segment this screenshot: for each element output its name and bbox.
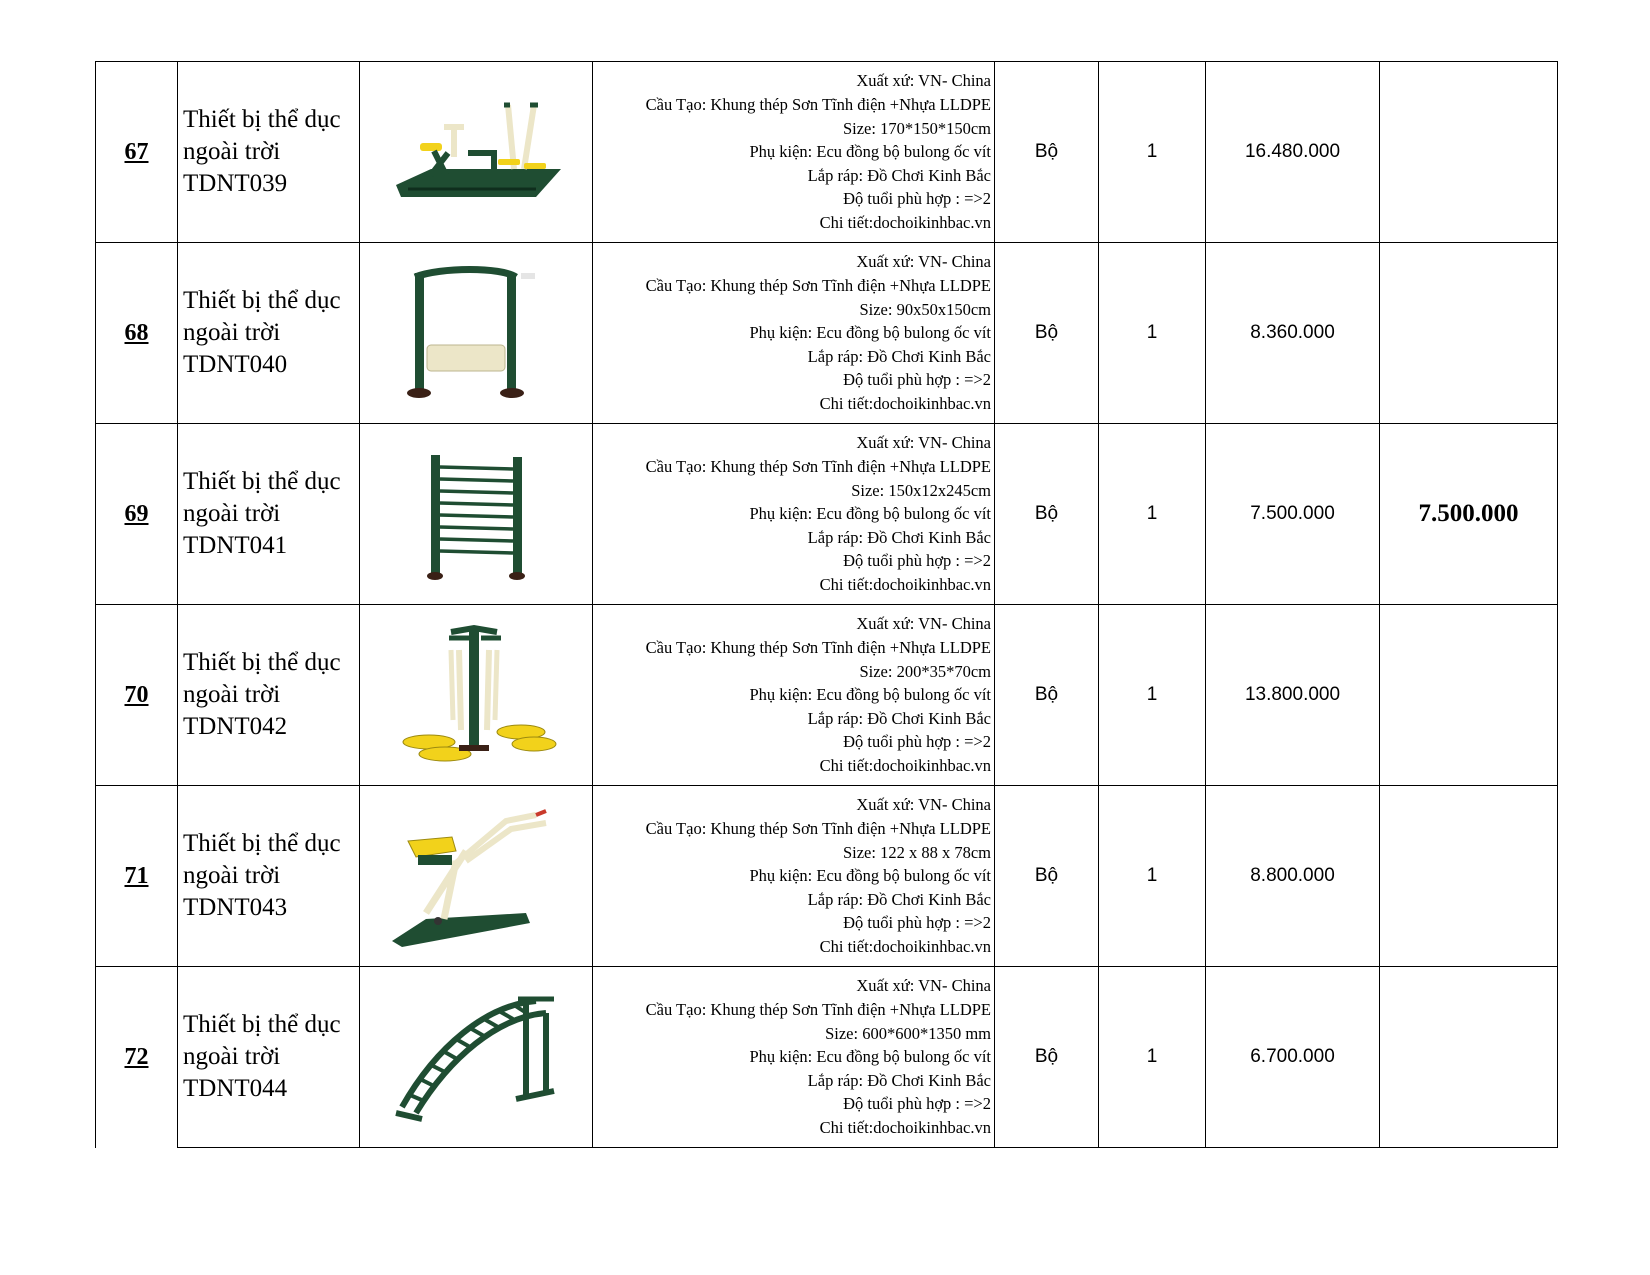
row-number-cell xyxy=(96,62,178,243)
size-text: Size: 170*150*150cm xyxy=(842,118,991,138)
rower-elliptical-combo-equipment-image xyxy=(386,97,566,207)
assembly-text: Lắp ráp: Đồ Chơi Kinh Bắc xyxy=(807,708,991,728)
row-number-cell xyxy=(96,424,178,605)
product-code: TDNT040 xyxy=(183,351,288,378)
details-link-text: Chi tiết:dochoikinhbac.vn xyxy=(819,755,991,775)
origin-text: Xuất xứ: VN- China xyxy=(856,252,991,272)
product-image-cell xyxy=(360,786,593,967)
total-value: 7.500.000 xyxy=(1418,500,1519,527)
quantity-cell xyxy=(1099,424,1206,605)
origin-text: Xuất xứ: VN- China xyxy=(856,614,991,634)
product-description-cell xyxy=(593,424,995,605)
product-image-cell xyxy=(360,243,593,424)
structure-text: Cầu Tạo: Khung thép Sơn Tĩnh điện +Nhựa LLDPE xyxy=(645,276,991,296)
price-value: 7.500.000 xyxy=(1250,503,1335,524)
unit-value: Bộ xyxy=(1034,684,1059,705)
unit-value: Bộ xyxy=(1034,322,1059,343)
details-link-text: Chi tiết:dochoikinhbac.vn xyxy=(819,1117,991,1137)
row-number-cell xyxy=(96,786,178,967)
product-name-line: ngoài trời xyxy=(183,681,281,708)
price-cell xyxy=(1206,967,1380,1148)
size-text: Size: 600*600*1350 mm xyxy=(825,1023,991,1043)
quantity-value: 1 xyxy=(1146,322,1158,343)
back-massage-roller-equipment-image xyxy=(401,263,551,403)
row-number-cell xyxy=(96,605,178,786)
product-description-cell xyxy=(593,243,995,424)
total-cell xyxy=(1380,243,1558,424)
price-cell xyxy=(1206,62,1380,243)
size-text: Size: 122 x 88 x 78cm xyxy=(842,842,991,862)
product-name-line: Thiết bị thể dục xyxy=(183,1011,341,1038)
quantity-cell xyxy=(1099,62,1206,243)
size-text: Size: 200*35*70cm xyxy=(859,661,991,681)
details-link-text: Chi tiết:dochoikinhbac.vn xyxy=(819,393,991,413)
unit-cell xyxy=(995,424,1099,605)
row-number: 71 xyxy=(124,862,149,889)
price-cell xyxy=(1206,424,1380,605)
age-text: Độ tuổi phù hợp : =>2 xyxy=(843,189,991,209)
quantity-value: 1 xyxy=(1146,503,1158,524)
product-name-line: Thiết bị thể dục xyxy=(183,468,341,495)
total-cell xyxy=(1380,967,1558,1148)
quantity-value: 1 xyxy=(1146,141,1158,162)
rowing-machine-equipment-image xyxy=(386,801,566,951)
price-value: 6.700.000 xyxy=(1250,1046,1335,1067)
total-cell xyxy=(1380,605,1558,786)
assembly-text: Lắp ráp: Đồ Chơi Kinh Bắc xyxy=(807,889,991,909)
product-name-line: ngoài trời xyxy=(183,500,281,527)
origin-text: Xuất xứ: VN- China xyxy=(856,433,991,453)
price-value: 16.480.000 xyxy=(1244,141,1341,162)
product-name-line: ngoài trời xyxy=(183,862,281,889)
price-value: 8.800.000 xyxy=(1250,865,1335,886)
product-table xyxy=(95,61,1558,1148)
table-row xyxy=(96,786,1558,967)
row-number: 68 xyxy=(124,319,149,346)
row-number: 72 xyxy=(124,1043,149,1070)
product-name-line: Thiết bị thể dục xyxy=(183,287,341,314)
product-image-cell xyxy=(360,424,593,605)
product-name-line: ngoài trời xyxy=(183,1043,281,1070)
row-number-cell xyxy=(96,243,178,424)
total-cell xyxy=(1380,62,1558,243)
assembly-text: Lắp ráp: Đồ Chơi Kinh Bắc xyxy=(807,165,991,185)
structure-text: Cầu Tạo: Khung thép Sơn Tĩnh điện +Nhựa LLDPE xyxy=(645,457,991,477)
sit-up-bench-equipment-image xyxy=(386,987,566,1127)
assembly-text: Lắp ráp: Đồ Chơi Kinh Bắc xyxy=(807,1070,991,1090)
accessories-text: Phụ kiện: Ecu đồng bộ bulong ốc vít xyxy=(749,323,991,343)
unit-value: Bộ xyxy=(1034,503,1059,524)
total-cell xyxy=(1380,786,1558,967)
product-description-cell xyxy=(593,967,995,1148)
unit-value: Bộ xyxy=(1034,141,1059,162)
structure-text: Cầu Tạo: Khung thép Sơn Tĩnh điện +Nhựa LLDPE xyxy=(645,819,991,839)
quantity-cell xyxy=(1099,786,1206,967)
accessories-text: Phụ kiện: Ecu đồng bộ bulong ốc vít xyxy=(749,504,991,524)
product-description-cell xyxy=(593,62,995,243)
row-number-cell xyxy=(96,967,178,1148)
size-text: Size: 150x12x245cm xyxy=(851,480,991,500)
unit-cell xyxy=(995,967,1099,1148)
unit-cell xyxy=(995,62,1099,243)
table-row xyxy=(96,424,1558,605)
product-name-line: Thiết bị thể dục xyxy=(183,649,341,676)
origin-text: Xuất xứ: VN- China xyxy=(856,976,991,996)
age-text: Độ tuổi phù hợp : =>2 xyxy=(843,913,991,933)
product-image-cell xyxy=(360,967,593,1148)
origin-text: Xuất xứ: VN- China xyxy=(856,71,991,91)
product-name-cell xyxy=(178,605,360,786)
ladder-bars-equipment-image xyxy=(421,447,531,582)
accessories-text: Phụ kiện: Ecu đồng bộ bulong ốc vít xyxy=(749,866,991,886)
price-value: 13.800.000 xyxy=(1244,684,1341,705)
product-name-line: Thiết bị thể dục xyxy=(183,830,341,857)
unit-cell xyxy=(995,605,1099,786)
product-code: TDNT043 xyxy=(183,894,288,921)
product-code: TDNT042 xyxy=(183,713,288,740)
product-description-cell xyxy=(593,786,995,967)
quantity-cell xyxy=(1099,243,1206,424)
assembly-text: Lắp ráp: Đồ Chơi Kinh Bắc xyxy=(807,346,991,366)
product-code: TDNT044 xyxy=(183,1075,288,1102)
product-image-cell xyxy=(360,62,593,243)
product-name-line: ngoài trời xyxy=(183,138,281,165)
quantity-cell xyxy=(1099,605,1206,786)
origin-text: Xuất xứ: VN- China xyxy=(856,795,991,815)
accessories-text: Phụ kiện: Ecu đồng bộ bulong ốc vít xyxy=(749,1047,991,1067)
size-text: Size: 90x50x150cm xyxy=(859,299,991,319)
age-text: Độ tuổi phù hợp : =>2 xyxy=(843,1094,991,1114)
price-cell xyxy=(1206,786,1380,967)
product-name-cell xyxy=(178,243,360,424)
product-code: TDNT039 xyxy=(183,170,288,197)
row-number: 69 xyxy=(124,500,149,527)
structure-text: Cầu Tạo: Khung thép Sơn Tĩnh điện +Nhựa LLDPE xyxy=(645,95,991,115)
table-row xyxy=(96,62,1558,243)
price-value: 8.360.000 xyxy=(1250,322,1335,343)
details-link-text: Chi tiết:dochoikinhbac.vn xyxy=(819,212,991,232)
unit-cell xyxy=(995,786,1099,967)
assembly-text: Lắp ráp: Đồ Chơi Kinh Bắc xyxy=(807,527,991,547)
total-cell xyxy=(1380,424,1558,605)
row-number: 70 xyxy=(124,681,149,708)
price-cell xyxy=(1206,243,1380,424)
unit-cell xyxy=(995,243,1099,424)
product-code: TDNT041 xyxy=(183,532,288,559)
age-text: Độ tuổi phù hợp : =>2 xyxy=(843,551,991,571)
details-link-text: Chi tiết:dochoikinhbac.vn xyxy=(819,574,991,594)
unit-value: Bộ xyxy=(1034,1046,1059,1067)
product-image-cell xyxy=(360,605,593,786)
quantity-value: 1 xyxy=(1146,684,1158,705)
table-row xyxy=(96,243,1558,424)
age-text: Độ tuổi phù hợp : =>2 xyxy=(843,370,991,390)
price-cell xyxy=(1206,605,1380,786)
unit-value: Bộ xyxy=(1034,865,1059,886)
accessories-text: Phụ kiện: Ecu đồng bộ bulong ốc vít xyxy=(749,685,991,705)
product-description-cell xyxy=(593,605,995,786)
age-text: Độ tuổi phù hợp : =>2 xyxy=(843,732,991,752)
product-name-line: ngoài trời xyxy=(183,319,281,346)
structure-text: Cầu Tạo: Khung thép Sơn Tĩnh điện +Nhựa LLDPE xyxy=(645,638,991,658)
structure-text: Cầu Tạo: Khung thép Sơn Tĩnh điện +Nhựa LLDPE xyxy=(645,1000,991,1020)
accessories-text: Phụ kiện: Ecu đồng bộ bulong ốc vít xyxy=(749,142,991,162)
product-name-cell xyxy=(178,786,360,967)
product-name-cell xyxy=(178,62,360,243)
double-air-walker-equipment-image xyxy=(389,620,564,770)
product-name-line: Thiết bị thể dục xyxy=(183,106,341,133)
product-name-cell xyxy=(178,424,360,605)
details-link-text: Chi tiết:dochoikinhbac.vn xyxy=(819,936,991,956)
row-number: 67 xyxy=(124,138,149,165)
quantity-cell xyxy=(1099,967,1206,1148)
table-row xyxy=(96,967,1558,1148)
product-name-cell xyxy=(178,967,360,1148)
table-row xyxy=(96,605,1558,786)
quantity-value: 1 xyxy=(1146,865,1158,886)
quantity-value: 1 xyxy=(1146,1046,1158,1067)
